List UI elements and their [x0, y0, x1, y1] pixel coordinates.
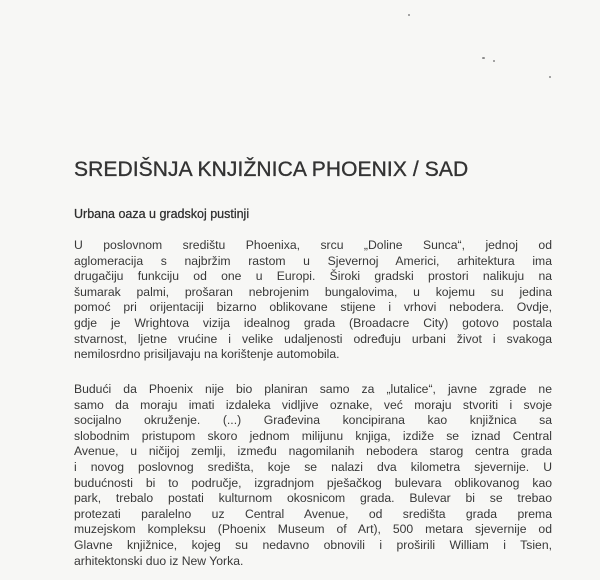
scan-speck	[549, 76, 551, 78]
text-line: protezati paralelno uz Central Avenue, od središta grada prema	[74, 506, 552, 521]
text-line: budućnosti bi to područje, izgradnjom pješačkog bulevara oblikovanog kao	[74, 475, 552, 490]
paragraph-2	[74, 382, 552, 569]
text-line: pomoć pri orijentaciji bizarno oblikovane stijene i vrhovi nebodera. Ovdje,	[74, 300, 552, 315]
text-line: i novog poslovnog središta, koje se nalazi dva kilometra sjevernije. U	[74, 459, 552, 474]
text-line: U poslovnom središtu Phoenixa, srcu „Doline Sunca“, jednoj od	[74, 238, 552, 252]
text-line: Glavne knjižnice, kojeg su nedavno obnovili i proširili William i Tsien,	[74, 537, 552, 552]
text-line: gdje je Wrightova vizija idealnog grada (Broadacre City) gotovo postala	[74, 315, 552, 330]
scan-speck	[493, 60, 495, 62]
text-line: aglomeracija s najbržim rastom u Sjevernoj Americi, arhitektura ima	[74, 253, 552, 268]
text-line: drugačiju funkciju od one u Europi. Široki gradski prostori nalikuju na	[74, 269, 552, 284]
text-line: socijalno okruženje. (...) Građevina koncipirana kao knjižnica sa	[74, 413, 552, 428]
text-line: arhitektonski duo iz New Yorka.	[74, 553, 244, 568]
text-line: park, trebalo postati kulturnom okosnicom grada. Bulevar bi se trebao	[74, 491, 552, 506]
text-line: nemilosrdno prisiljavaju na korištenje automobila.	[74, 347, 340, 362]
text-line: Budući da Phoenix nije bio planiran samo za „lutalice“, javne zgrade ne	[74, 382, 552, 396]
scan-speck	[408, 14, 410, 16]
text-line: samo da moraju imati izdaleka vidljive oznake, već moraju stvoriti i svoje	[74, 397, 552, 412]
text-line: slobodnim pristupom skoro jednom milijunu knjiga, izdiže se iznad Central	[74, 428, 552, 443]
scan-speck	[482, 57, 485, 59]
document-subtitle: Urbana oaza u gradskoj pustinji	[74, 207, 250, 221]
document-title: SREDIŠNJA KNJIŽNICA PHOENIX / SAD	[74, 158, 469, 181]
text-line: šumarak palmi, prošaran nebrojenim bungalovima, u kojemu su jedina	[74, 284, 552, 299]
paragraph-1	[74, 238, 552, 363]
text-line: Avenue, u ničijoj zemlji, između nagomilanih nebodera starog centra grada	[74, 444, 552, 459]
text-line: muzejskom kompleksu (Phoenix Museum of Art), 500 metara sjevernije od	[74, 522, 552, 537]
text-line: stvarnost, ljetne vrućine i velike udaljenosti određuju urbani život i svakoga	[74, 331, 552, 346]
